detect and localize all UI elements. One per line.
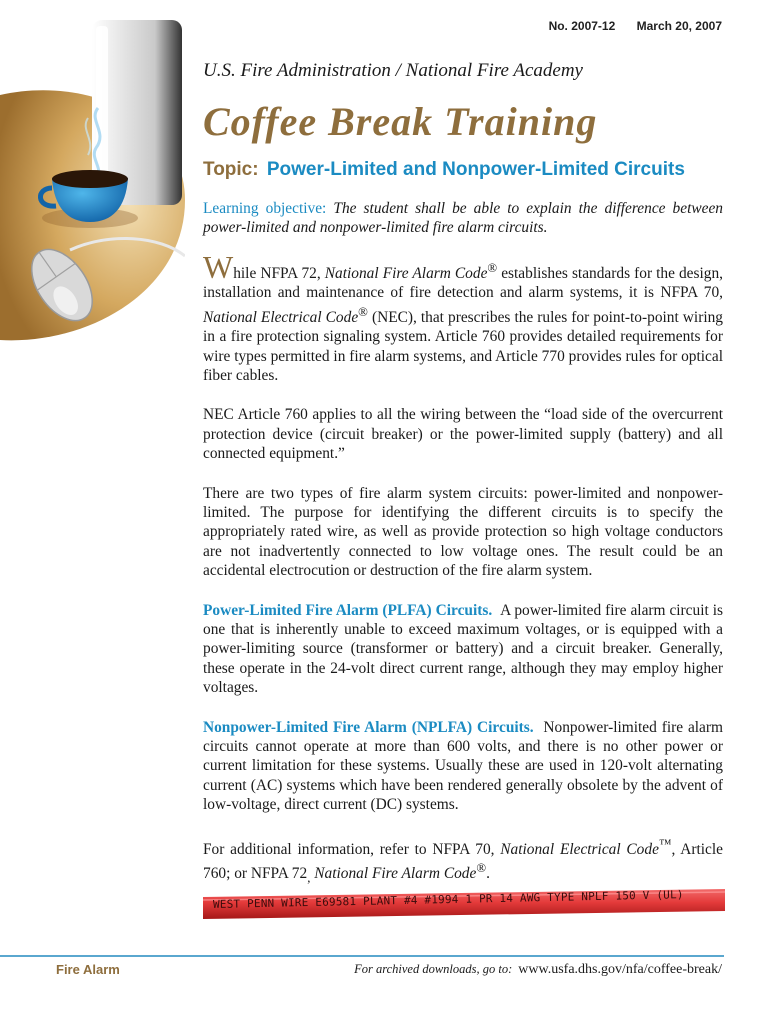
- topic-heading: [203, 159, 685, 181]
- issue-number: No. 2007-12: [548, 19, 616, 33]
- objective-label: Learning objective:: [203, 200, 327, 217]
- article-body: [203, 199, 723, 909]
- intro-paragraph: While NFPA 72, National Fire Alarm Code® establishes standards for the design, installation and maintenance of fire detection and alarm systems, it is NFPA 70, National Electrical Code® (NEC), that prescribes the rules for point-to-point wiring in a fire protection signaling system. Article 760 provides detailed requirements for wire types permitted in fire alarm systems, and Article 770 provides rules for optical fiber cables.: [203, 248, 723, 384]
- footer-divider: [0, 955, 724, 957]
- topic-label: Topic:: [203, 159, 259, 180]
- cable-print: WEST PENN WIRE E69581 PLANT #4 #1994 1 PR 14 AWG TYPE NPLF 150 V (UL): [212, 888, 684, 911]
- plfa-paragraph: Power-Limited Fire Alarm (PLFA) Circuits. A power-limited fire alarm circuit is one that is inherently unable to exceed maximum voltages, or is equipped with a power-limiting source (transformer or battery) and a circuit breaker. Generally, these operate in the 24-volt direct current range, although they may employ higher voltages.: [203, 601, 723, 697]
- learning-objective: [203, 199, 723, 238]
- coffee-break-illustration: [0, 0, 185, 360]
- references-paragraph: For additional information, refer to NFPA 70, National Electrical Code™, Article 760; or NFPA $72_,$ National Fire Alarm Code®.: [203, 836, 723, 886]
- plfa-heading: Power-Limited Fire Alarm (PLFA) Circuits.: [203, 601, 493, 619]
- publication-title: Coffee Break Training: [203, 99, 598, 144]
- objective-text: The student shall be able to explain the difference between power-limited and nonpower-limited fire alarm circuits.: [203, 200, 723, 237]
- downloads-url-link[interactable]: www.usfa.dhs.gov/nfa/coffee-break/: [518, 962, 722, 977]
- downloads-label: For archived downloads, go to:: [354, 962, 513, 976]
- footer-section: Fire Alarm: [56, 962, 120, 977]
- footer-downloads: [354, 962, 722, 978]
- nplfa-paragraph: Nonpower-Limited Fire Alarm (NPLFA) Circuits. Nonpower-limited fire alarm circuits cannot operate at more than 600 volts, and there is no other power or current limitation for these systems. Usually these are used in 120-volt alternating current (AC) systems which have been rendered generally obsolete by the advent of low-voltage, direct current (DC) systems.: [203, 718, 723, 814]
- topic-title: Power-Limited and Nonpower-Limited Circuits: [266, 159, 685, 180]
- agency-name: U.S. Fire Administration / National Fire Academy: [203, 60, 583, 81]
- nec-paragraph: NEC Article 760 applies to all the wiring between the “load side of the overcurrent protection device (circuit breaker) or the power-limited supply (battery) and all connected equipment.”: [203, 406, 723, 463]
- issue-date: March 20, 2007: [636, 19, 722, 33]
- drop-cap: W: [203, 248, 234, 285]
- circuit-types-paragraph: There are two types of fire alarm system circuits: power-limited and nonpower-limited. The purpose for identifying the different circuits is to specify the appropriately rated wire, as well as provide protection so high voltage conductors are not inadvertently connected to low voltage ones. The result could be an accidental electrocution or destruction of the fire alarm system.: [203, 484, 723, 580]
- issue-info: [549, 19, 722, 33]
- nplfa-heading: Nonpower-Limited Fire Alarm (NPLFA) Circuits.: [203, 718, 534, 736]
